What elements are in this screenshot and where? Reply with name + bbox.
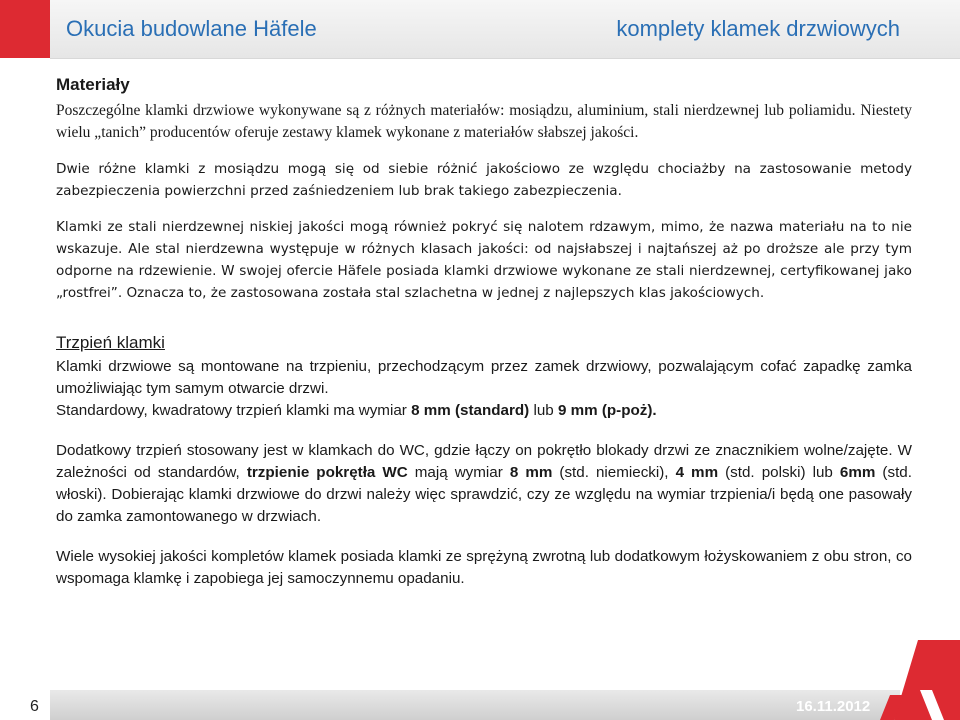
page-content bbox=[56, 74, 912, 590]
materials-paragraph-2: Dwie różne klamki z mosiądzu mogą się od siebie różnić jakościowo ze względu chociażby na zastosowanie metody zabezpieczenia powierzchni przed zaśniedzeniem lub brak takiego zabezpieczenia. bbox=[56, 161, 912, 199]
spindle-paragraph-3 bbox=[56, 440, 912, 528]
text-run: (std. polski) lub bbox=[718, 464, 840, 481]
header-left-title: Okucia budowlane Häfele bbox=[66, 16, 317, 41]
materials-paragraph-1: Poszczególne klamki drzwiowe wykonywane są z różnych materiałów: mosiądzu, aluminium, stali nierdzewnej lub poliamidu. Niestety wielu „tanich” producentów oferuje zestawy klamek wykonane z materiałów słabszej jakości. bbox=[56, 102, 912, 141]
bold-run: 9 mm (p-poż). bbox=[557, 402, 657, 419]
hafele-logo-icon bbox=[880, 640, 960, 720]
text-run: Dodatkowy trzpień stosowany jest w klamkach do WC, gdzie łączy on pokrętło blokady drzwi ze znacznikiem wolne/zajęte. W zależności od standardów, bbox=[56, 442, 912, 481]
bold-run: 8 mm bbox=[509, 464, 553, 481]
text-run: lub bbox=[529, 402, 558, 419]
spindle-paragraph-2 bbox=[56, 400, 912, 422]
bold-run: 4 mm bbox=[675, 464, 719, 481]
page-number: 6 bbox=[30, 698, 39, 715]
text-run: Standardowy, kwadratowy trzpień klamki ma wymiar bbox=[56, 402, 412, 419]
materials-heading: Materiały bbox=[56, 75, 130, 94]
footer-date: 16.11.2012 bbox=[796, 698, 871, 715]
text-run: (std. włoski). Dobierając klamki drzwiowe do drzwi należy więc sprawdzić, czy ze względu na wymiar trzpienia/i będą one pasowały do zamka zamontowanego w drzwiach. bbox=[56, 464, 912, 525]
bold-run: 8 mm (standard) bbox=[411, 402, 530, 419]
text-run: (std. niemiecki), bbox=[552, 464, 676, 481]
footer-square bbox=[0, 690, 50, 720]
text-run: mają wymiar bbox=[407, 464, 510, 481]
materials-paragraph-3: Klamki ze stali nierdzewnej niskiej jakości mogą również pokryć się nalotem rdzawym, mimo, że nazwa materiału na to nie wskazuje. Ale stal nierdzewna występuje w różnych klasach jakości: od najsłabszej i najtańszej aż po droższe ale przy tym odporne na rdzewienie. W swojej ofercie Häfele posiada klamki drzwiowe wykonane ze stali nierdzewnej, certyfikowanej jako „rostfrei”. Oznacza to, że zastosowana została stal szlachetna w jednej z najlepszych klas jakościowych. bbox=[56, 219, 912, 301]
spindle-paragraph-4: Wiele wysokiej jakości kompletów klamek posiada klamki ze sprężyną zwrotną lub dodatkowym łożyskowaniem z obu stron, co wspomaga klamkę i zapobiega jej samoczynnemu opadaniu. bbox=[56, 548, 912, 587]
bold-run: 6mm bbox=[839, 464, 876, 481]
spindle-heading: Trzpień klamki bbox=[56, 333, 165, 352]
footer-band bbox=[50, 690, 900, 720]
spindle-paragraph-1: Klamki drzwiowe są montowane na trzpieniu, przechodzącym przez zamek drzwiowy, pozwalającym cofać zapadkę zamka umożliwiając tym samym otwarcie drzwi. bbox=[56, 358, 912, 397]
header-right-title: komplety klamek drzwiowych bbox=[616, 16, 900, 41]
bold-run: trzpienie pokrętła WC bbox=[246, 464, 408, 481]
header-red-square bbox=[0, 0, 50, 58]
